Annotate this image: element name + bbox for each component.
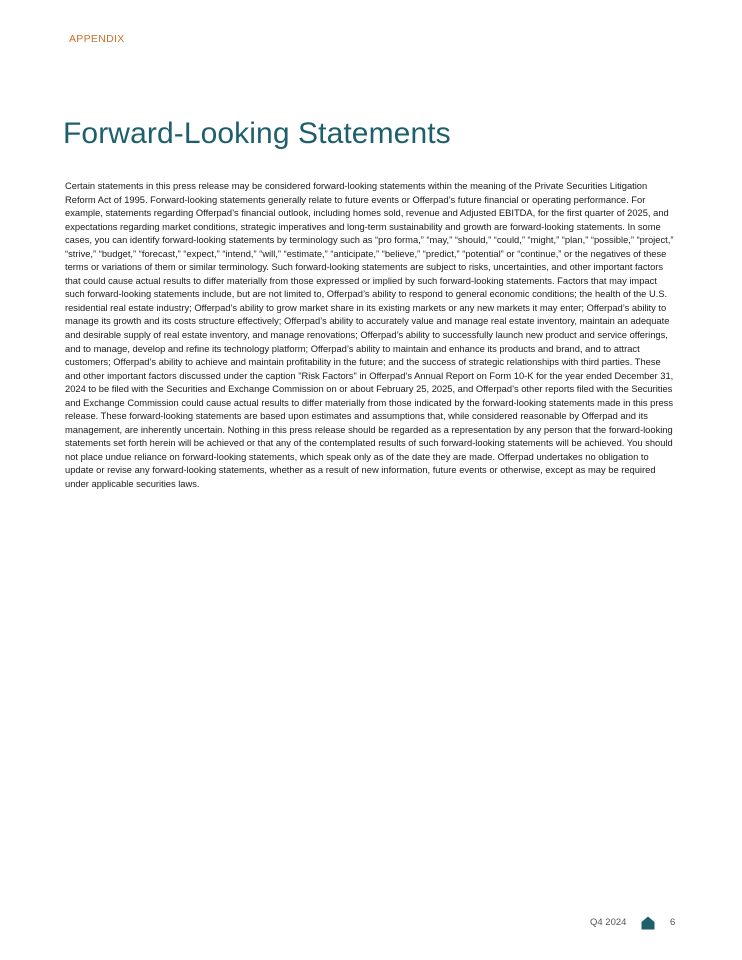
disclaimer-paragraph: Certain statements in this press release may be considered forward-looking statements within the meaning of the Private Securities Litigation Reform Act of 1995. Forward-looking statements generally relate to future events or Offerpad’s future financial or operating performance. For example, statements regarding Offerpad’s financial outlook, including homes sold, revenue and Adjusted EBITDA, for the first quarter of 2025, and expectations regarding market conditions, strategic imperatives and long-term sustainability and growth are forward-looking statements. In some cases, you can identify forward-looking statements by terminology such as “pro forma,” “may,” “should,” “could,” “might,” “plan,” “possible,” “project,” “strive,” “budget,” “forecast,” “expect,” “intend,” “will,” “estimate,” “anticipate,” “believe,” “predict,” “potential” or “continue,” or the negatives of these terms or variations of them or similar terminology. Such forward-looking statements are subject to risks, uncertainties, and other important factors that could cause actual results to differ materially from those expressed or implied by such forward-looking statements. Factors that may impact such forward-looking statements include, but are not limited to, Offerpad’s ability to respond to general economic conditions; the health of the U.S. residential real estate industry; Offerpad’s ability to grow market share in its existing markets or any new markets it may enter; Offerpad’s ability to manage its growth and its costs structure effectively; Offerpad’s ability to accurately value and manage real estate inventory, maintain an adequate and desirable supply of real estate inventory, and manage renovations; Offerpad’s ability to successfully launch new product and service offerings, and to manage, develop and refine its technology platform; Offerpad’s ability to maintain and enhance its products and brand, and to attract customers; Offerpad’s ability to achieve and maintain profitability in the future; and the success of strategic relationships with third parties. These and other important factors discussed under the caption "Risk Factors" in Offerpad’s Annual Report on Form 10-K for the year ended December 31, 2024 to be filed with the Securities and Exchange Commission on or about February 25, 2025, and Offerpad’s other reports filed with the Securities and Exchange Commission could cause actual results to differ materially from those indicated by the forward-looking statements made in this press release. These forward-looking statements are based upon estimates and assumptions that, while considered reasonable by Offerpad and its management, are inherently uncertain. Nothing in this press release should be regarded as a representation by any person that the forward-looking statements set forth herein will be achieved or that any of the contemplated results of such forward-looking statements will be achieved. You should not place undue reliance on forward-looking statements, which speak only as of the date they are made. Offerpad undertakes no obligation to update or revise any forward-looking statements, whether as a result of new information, future events or otherwise, except as may be required under applicable securities laws. — [65, 181, 674, 490]
page-title: Forward-Looking Statements — [63, 117, 451, 150]
footer-period: Q4 2024 — [590, 917, 627, 928]
home-icon-graphic — [641, 916, 655, 930]
section-label: APPENDIX — [69, 33, 125, 45]
page-number: 6 — [670, 917, 676, 928]
home-icon[interactable] — [641, 916, 655, 930]
page-footer — [0, 917, 742, 931]
